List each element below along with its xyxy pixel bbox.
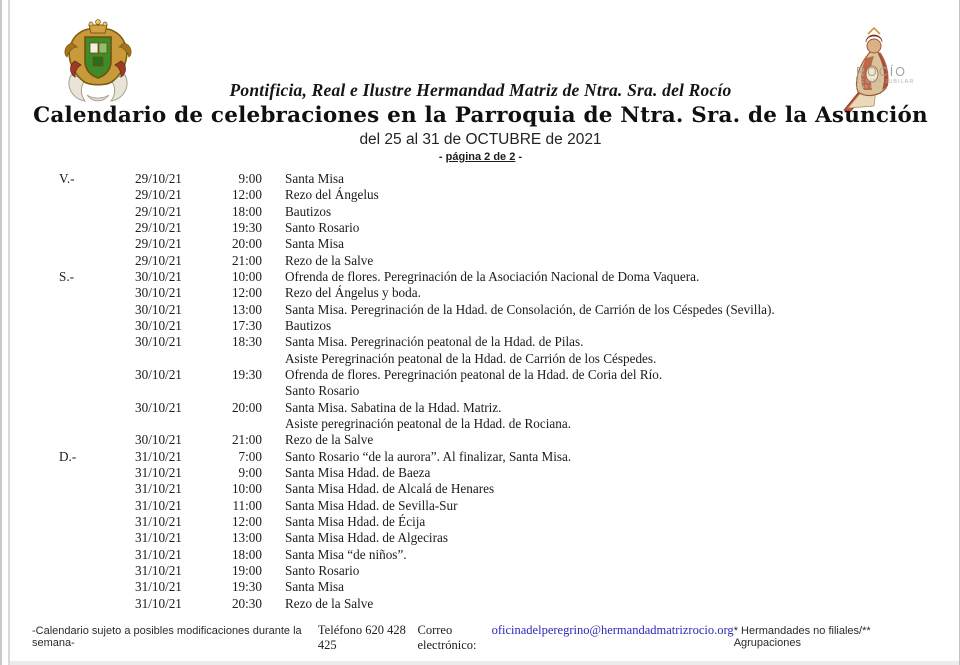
cell-event: Rezo de la Salve [285,595,374,611]
cell-time: 20:00 [231,236,262,252]
cell-date: 29/10/21 [135,252,182,268]
cell-event: Santa Misa. Sabatina de la Hdad. Matriz. [285,399,502,415]
footer-legend: * Hermandades no filiales/** Agrupaciones [733,625,871,649]
cell-event: Asiste Peregrinación peatonal de la Hdad. de Carrión de los Céspedes. [285,350,657,366]
cell-time: 13:00 [231,301,262,317]
footer-note: -Calendario sujeto a posibles modificaciones durante la semana- [32,625,302,649]
schedule-table [2,171,959,612]
cell-event: Rezo de la Salve [285,432,374,448]
cell-event: Santo Rosario [285,383,360,399]
cell-event: Santa Misa Hdad. de Écija [285,513,426,529]
cell-time: 20:30 [231,595,262,611]
cell-event: Santa Misa [285,579,344,595]
schedule-row [59,465,949,481]
cell-date: 31/10/21 [135,562,182,578]
cell-time: 19:00 [231,562,262,578]
cell-event: Santo Rosario [285,562,360,578]
cell-event: Bautizos [285,317,332,333]
cell-time: 19:30 [231,579,262,595]
schedule-row [59,351,949,367]
cell-event: Santa Misa. Peregrinación de la Hdad. de Consolación, de Carrión de los Céspedes (Sevilla). [285,301,775,317]
footer-email-group [417,623,733,653]
cell-event: Ofrenda de flores. Peregrinación de la Asociación Nacional de Doma Vaquera. [285,268,700,284]
schedule-row [59,253,949,269]
cell-date: 31/10/21 [135,464,182,480]
cell-date: 30/10/21 [135,399,182,415]
email-link[interactable]: oficinadelperegrino@hermandadmatrizrocio.org [491,623,734,637]
cell-date: 30/10/21 [135,317,182,333]
rocio-logo-subtitle: VENIDA JUBILAR [856,78,915,85]
document-footer [2,623,959,653]
cell-time: 20:00 [231,399,262,415]
cell-event: Santo Rosario “de la aurora”. Al finalizar, Santa Misa. [285,448,572,464]
schedule-row [59,220,949,236]
cell-day: V.- [59,171,75,186]
cell-time: 18:00 [231,203,262,219]
cell-time: 12:00 [231,285,262,301]
rocio-logo-years: 2019-2020 [856,84,883,89]
schedule-row [59,579,949,595]
cell-time: 10:00 [231,481,262,497]
schedule-row [59,269,949,285]
document-header [2,0,959,171]
cell-time: 19:30 [231,366,262,382]
schedule-row [59,416,949,432]
cell-date: 31/10/21 [135,497,182,513]
schedule-row [59,285,949,301]
cell-event: Santa Misa Hdad. de Sevilla-Sur [285,497,458,513]
cell-date: 31/10/21 [135,481,182,497]
organization-title: Pontificia, Real e Ilustre Hermandad Matriz de Ntra. Sra. del Rocío [229,80,732,100]
cell-time: 18:30 [231,334,262,350]
cell-time: 21:00 [231,432,262,448]
page-title: Calendario de celebraciones en la Parroquia de Ntra. Sra. de la Asunción [33,103,928,128]
schedule-row [59,204,949,220]
schedule-row [59,481,949,497]
cell-event: Santa Misa Hdad. de Alcalá de Henares [285,481,495,497]
cell-time: 10:00 [231,268,262,284]
cell-date: 30/10/21 [135,268,182,284]
schedule-row [59,236,949,252]
schedule-row [59,449,949,465]
cell-date: 29/10/21 [135,171,182,186]
cell-date: 30/10/21 [135,432,182,448]
cell-event: Asiste peregrinación peatonal de la Hdad. de Rociana. [285,415,571,431]
schedule-row [59,302,949,318]
cell-date: 30/10/21 [135,301,182,317]
cell-date: 29/10/21 [135,187,182,203]
page-indicator [2,151,959,163]
page-indicator-prefix: - [438,151,446,163]
cell-date: 31/10/21 [135,448,182,464]
schedule-row [59,367,949,383]
cell-day: S.- [59,268,75,284]
email-label: Correo electrónico: [417,623,477,652]
date-range-subtitle: del 25 al 31 de OCTUBRE de 2021 [359,131,602,148]
cell-date: 31/10/21 [135,595,182,611]
schedule-row [59,432,949,448]
page-indicator-label: página 2 de 2 [445,151,516,163]
cell-day: D.- [59,448,77,464]
schedule-row [59,498,949,514]
schedule-row [59,547,949,563]
cell-event: Santa Misa “de niños”. [285,546,407,562]
cell-event: Bautizos [285,203,332,219]
cell-date: 31/10/21 [135,579,182,595]
cell-time: 19:30 [231,219,262,235]
schedule-row [59,596,949,612]
cell-date: 31/10/21 [135,546,182,562]
schedule-row [59,383,949,399]
cell-date: 29/10/21 [135,236,182,252]
cell-date: 31/10/21 [135,513,182,529]
schedule-row [59,334,949,350]
schedule-row [59,400,949,416]
cell-time: 9:00 [238,171,262,186]
schedule-row [59,563,949,579]
cell-date: 30/10/21 [135,366,182,382]
cell-event: Santa Misa Hdad. de Baeza [285,464,431,480]
cell-date: 30/10/21 [135,285,182,301]
cell-event: Santo Rosario [285,219,360,235]
cell-event: Rezo de la Salve [285,252,374,268]
cell-event: Santa Misa [285,171,344,186]
cell-date: 31/10/21 [135,530,182,546]
cell-date: 29/10/21 [135,203,182,219]
schedule-row [59,187,949,203]
cell-event: Rezo del Ángelus [285,187,379,203]
cell-time: 12:00 [231,187,262,203]
schedule-row [59,318,949,334]
cell-event: Santa Misa Hdad. de Algeciras [285,530,448,546]
schedule-row [59,530,949,546]
cell-time: 13:00 [231,530,262,546]
cell-time: 17:30 [231,317,262,333]
schedule-row [59,171,949,187]
page-indicator-suffix: - [515,151,523,163]
cell-time: 9:00 [238,464,262,480]
cell-event: Santa Misa. Peregrinación peatonal de la Hdad. de Pilas. [285,334,584,350]
cell-date: 29/10/21 [135,219,182,235]
cell-time: 11:00 [232,497,262,513]
cell-time: 7:00 [238,448,262,464]
cell-event: Ofrenda de flores. Peregrinación peatonal de la Hdad. de Coria del Río. [285,366,663,382]
cell-event: Santa Misa [285,236,344,252]
cell-date: 30/10/21 [135,334,182,350]
schedule-row [59,514,949,530]
footer-phone: Teléfono 620 428 425 [317,623,406,652]
cell-time: 21:00 [231,252,262,268]
cell-time: 12:00 [231,513,262,529]
cell-event: Rezo del Ángelus y boda. [285,285,421,301]
header-titles [2,80,959,163]
rocio-logo-title: ROCÍO [856,65,907,79]
cell-time: 18:00 [231,546,262,562]
